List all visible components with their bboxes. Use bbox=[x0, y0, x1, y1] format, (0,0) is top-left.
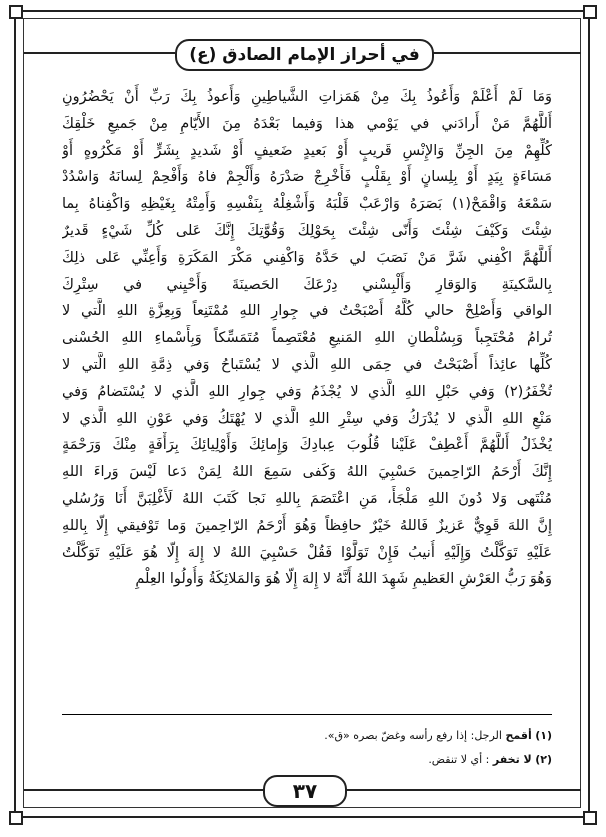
corner-ornament bbox=[9, 5, 23, 19]
footnote-marker: (١) bbox=[535, 729, 552, 742]
text-line: أَللَّهُمَّ مَنْ أَرادَني في يَوْمي هذا وَفيما بَعْدَهُ مِنَ الأَيّامِ مِنْ جَميعِ خَلْقِكَ bbox=[62, 115, 552, 132]
text-line: مُنْتَهى وَلا دُونَ اللهِ مَلْجَأً، مَنِ اعْتَصَمَ بِاللهِ نَجا كَتَبَ اللهُ لَأَغْلِبَنَّ أَنَا وَرُسُلي bbox=[62, 490, 552, 507]
footnote-term: أقمح bbox=[505, 729, 532, 742]
footnote-text: الرجل: إذا رفع رأسه وغضّ بصره «ق». bbox=[324, 729, 502, 742]
text-line: وَمَا لَمْ أَعْلَمْ وَأَعُوذُ بِكَ مِنْ هَمَزاتِ الشَّياطِينِ وَأَعوذُ بِكَ رَبِّ أَنْ يَحْضُرُونِ bbox=[62, 89, 552, 105]
corner-ornament bbox=[583, 811, 597, 825]
footer-rule-right bbox=[343, 789, 581, 791]
header-rule-left bbox=[24, 52, 175, 54]
text-line: أَللَّهُمَّ اكْفِني شَرَّ مَنْ نَصَبَ لي حَدَّهُ وَاكْفِني مَكْرَ المَكَرَةِ وَأَعِنِّي عَلى ذلِكَ bbox=[62, 249, 552, 266]
text-line: تُخْفَرُ(٢) وَفي حَبْلِ اللهِ الَّذي لا يُجْذَمُ وَفي جِوارِ اللهِ الَّذي لا يُسْتَضامُ وَفي bbox=[62, 383, 552, 400]
text-line: شِئْتَ وَكَيْفَ شِئْتَ وَأَنّى شِئْتَ بِحَوْلِكَ وَقُوَّتِكَ إِنَّكَ عَلى كُلِّ شَيْءٍ قَديرٌ bbox=[62, 222, 552, 239]
footnote-marker: (٢) bbox=[535, 753, 552, 766]
text-line: يُخْذَلُ أَللَّهُمَّ أَعْطِفْ عَلَيْنا قُلُوبَ عِبادِكَ وَإِمائِكَ وَأَوْلِيائِكَ بِرَأْفَةٍ مِنْكَ وَرَحْمَةٍ bbox=[62, 437, 552, 454]
text-line: سَمْعَهُ وَاقْمَحْ(١) بَصَرَهُ وَارْعَبْ قَلْبَهُ وَأَشْغِلْهُ بِنَفْسِهِ وَأَمِتْهُ بِغَيْظِهِ وَاكْفِناهُ بِما bbox=[62, 196, 552, 213]
footnote bbox=[62, 748, 552, 772]
footnote-separator bbox=[62, 714, 552, 715]
corner-ornament bbox=[9, 811, 23, 825]
corner-ornament bbox=[583, 5, 597, 19]
text-line: كُلِّها عائِذاً أَصْبَحْتُ في حِمَى اللهِ الَّذي لا يُسْتَباحُ وَفي ذِمَّةِ اللهِ الَّتي لا bbox=[62, 356, 552, 373]
footnote bbox=[62, 724, 552, 748]
text-line: مَسَاءَةٍ بِيَدٍ أَوْ بِلِسانٍ أَوْ بِقَلْبٍ فَأَخْرِجْ صَدْرَهُ وَأَلْجِمْ فاهُ وَأَفْحِمْ لِسانَهُ وَاسْدُدْ bbox=[62, 169, 552, 186]
text-line: عَلَيْهِ تَوَكَّلْتُ وَإِلَيْهِ أُنيبُ فَإِنْ تَوَلَّوْا فَقُلْ حَسْبِيَ اللهُ لا إِلهَ إِلّا هُوَ عَلَيْهِ تَوَكَّلْتُ bbox=[62, 544, 552, 561]
text-line: إِنَّ اللهَ قَوِيٌّ عَزيزٌ فَاللهُ خَيْرٌ حافِظاً وَهُوَ أَرْحَمُ الرّاحِمينَ وَما تَوْفيقي إِلّا بِاللهِ bbox=[62, 517, 552, 534]
text-line: تُرامُ مُحْتَجِباً وَبِسُلْطانِ اللهِ المَنيعِ مُعْتَصِماً مُتَمَسِّكاً وَبِأَسْماءِ اللهِ الحُسْنى bbox=[62, 330, 552, 347]
running-header bbox=[175, 39, 434, 71]
text-line: الواقي وَأَصْلِحْ حالي كُلَّهُ أَصْبَحْتُ في جِوارِ اللهِ مُمْتَنِعاً وَبِعِزَّةِ اللهِ الَّتي لا bbox=[62, 303, 552, 320]
text-line: بِالسَّكينَةِ وَالوَقارِ وَأَلْبِسْني دِرْعَكَ الحَصينَةَ وَأَحْيِني في سِتْرِكَ bbox=[62, 276, 552, 293]
main-text bbox=[62, 84, 552, 593]
header-title: في أحراز الإمام الصادق (ع) bbox=[189, 45, 420, 65]
text-line: وَهُوَ رَبُّ العَرْشِ العَظيمِ شَهِدَ اللهُ أَنَّهُ لا إِلهَ إِلّا هُوَ وَالمَلائِكَةُ وَأُولُوا العِلْمِ bbox=[135, 571, 552, 588]
text-line: إِنَّكَ أَرْحَمُ الرّاحِمينَ حَسْبِيَ اللهُ وَكَفى سَمِعَ اللهُ لِمَنْ دَعا لَيْسَ وَراءَ اللهِ bbox=[62, 464, 552, 481]
header-rule-right bbox=[430, 52, 581, 54]
footnote-term: لا تخفر bbox=[492, 753, 532, 766]
footer-rule-left bbox=[24, 789, 263, 791]
page-number: ٣٧ bbox=[263, 775, 347, 807]
footnotes bbox=[62, 724, 552, 772]
text-line: كُلِّهِمْ مِنَ الجِنِّ وَالإِنْسِ قَريبٍ أَوْ بَعيدٍ ضَعيفٍ أَوْ شَديدٍ بِشَرٍّ أَوْ مَكْرُوهٍ أَوْ bbox=[62, 142, 552, 159]
text-line: مَنْعِ اللهِ الَّذي لا يُدْرَكُ وَفي سِتْرِ اللهِ الَّذي لا يُهْتَكُ وَفي عَوْنِ اللهِ الَّذي لا bbox=[62, 410, 552, 427]
footnote-text: : أي لا تنقض. bbox=[428, 753, 490, 766]
